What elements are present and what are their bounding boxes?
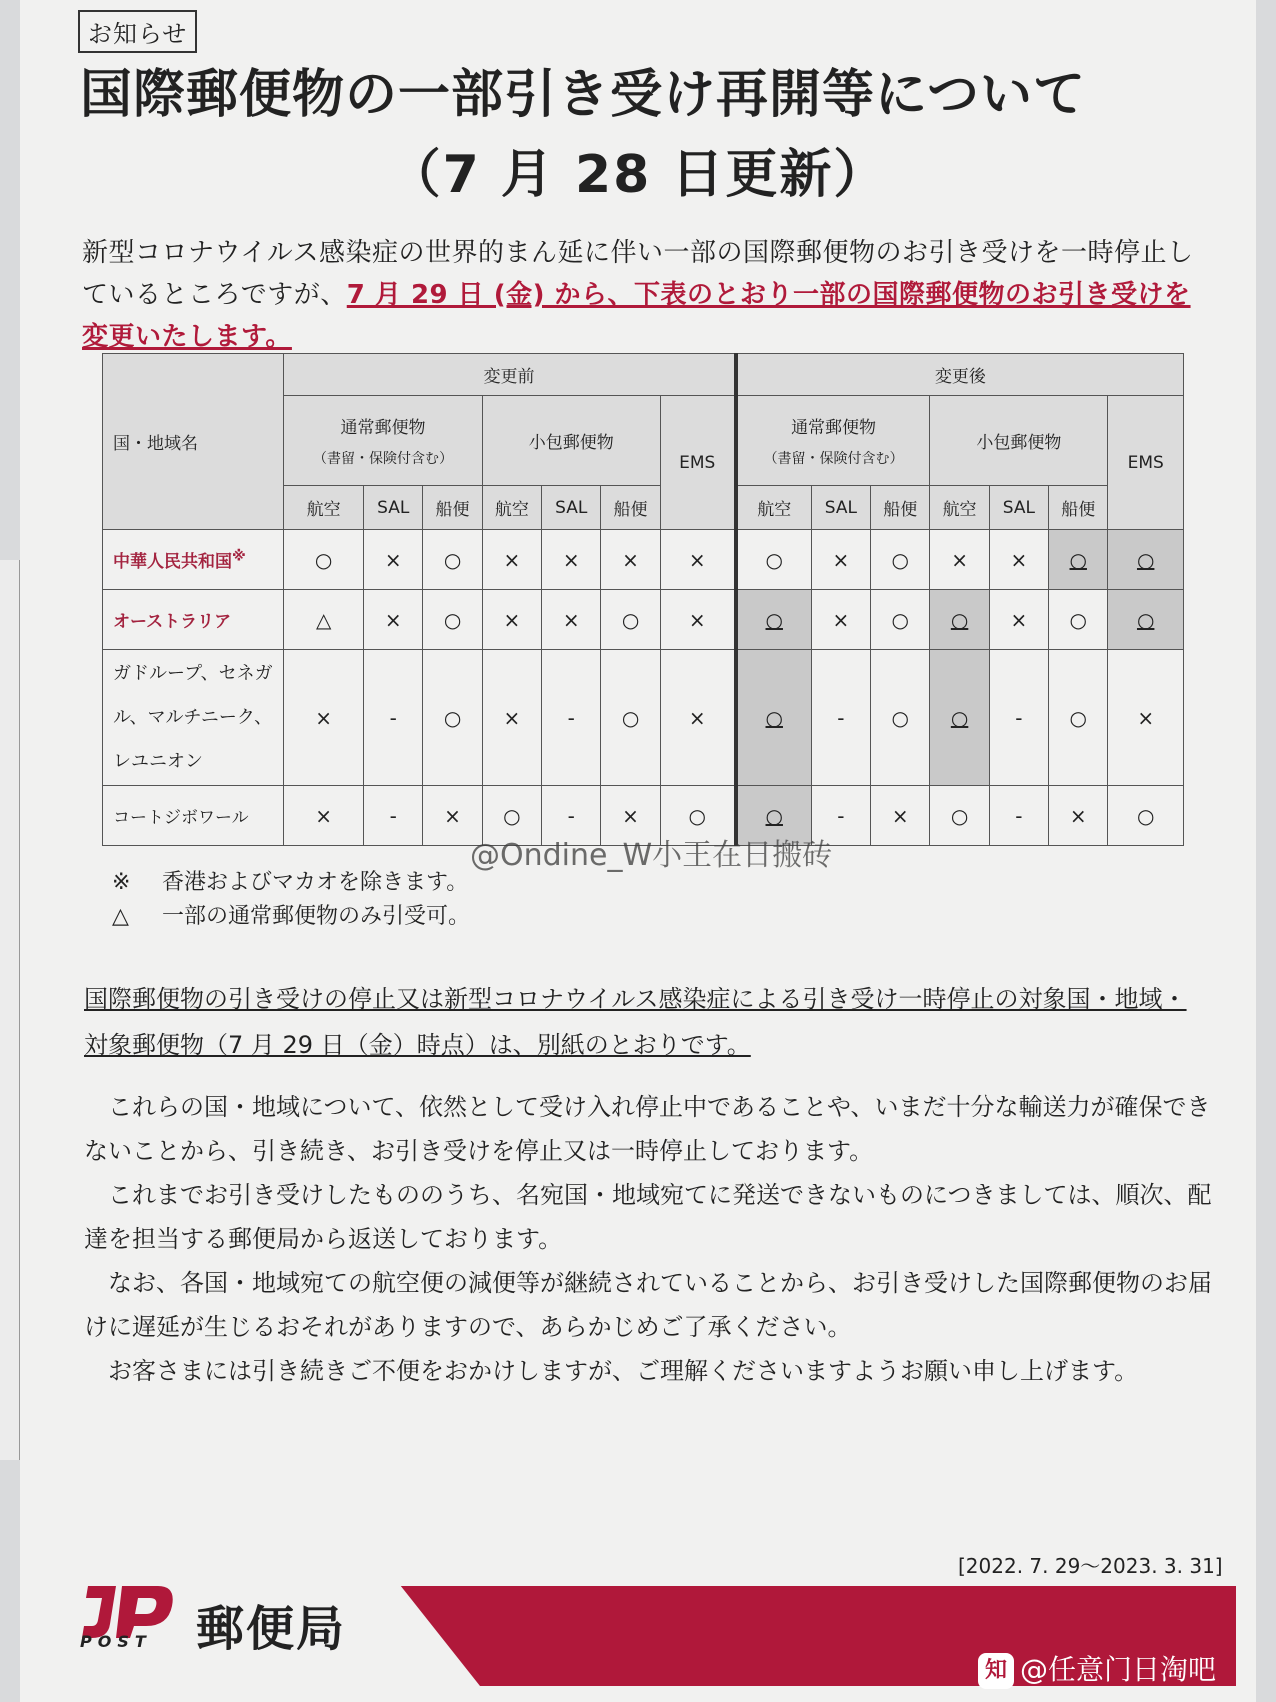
cell-mark: ○ [423, 590, 482, 650]
cell-mark-changed: ○ [1108, 530, 1184, 590]
cell-mark: × [542, 590, 601, 650]
body-paragraph: これらの国・地域について、依然として受け入れ停止中であることや、いまだ十分な輸送力が確保できないことから、引き続き、お引き受けを停止又は一時停止しております。 [84, 1093, 1211, 1165]
cell-mark: ○ [601, 650, 660, 786]
country-name: ガドループ、セネガル、マルチニーク、レユニオン [103, 650, 284, 786]
after-parcel-header: 小包郵便物 [930, 396, 1108, 486]
cell-mark: × [482, 590, 541, 650]
cell-mark: - [811, 786, 870, 846]
reference-paragraph: 国際郵便物の引き受けの停止又は新型コロナウイルス感染症による引き受け一時停止の対象国・地域・対象郵便物（7 月 29 日（金）時点）は、別紙のとおりです。 [84, 985, 1187, 1059]
cell-mark: ○ [660, 786, 736, 846]
sub-air: 航空 [736, 486, 812, 530]
intro-paragraph [82, 232, 1202, 358]
table-row [103, 590, 1184, 650]
intro-highlight: 7 月 29 日 (金) から、下表のとおり一部の国際郵便物のお引き受けを変更いたします。 [82, 280, 1191, 352]
cell-mark-changed: ○ [736, 650, 812, 786]
cell-mark: ○ [423, 650, 482, 786]
cell-mark: × [423, 786, 482, 846]
regular-mail-label: 通常郵便物 [791, 418, 877, 438]
cell-mark: ○ [284, 530, 364, 590]
body-paragraph: これまでお引き受けしたもののうち、名宛国・地域宛てに発送できないものにつきましては、順次、配達を担当する郵便局から返送しております。 [84, 1181, 1212, 1253]
after-header: 変更後 [736, 354, 1184, 396]
cell-mark-changed: ○ [1108, 590, 1184, 650]
cell-mark: ○ [482, 786, 541, 846]
cell-mark: × [601, 530, 660, 590]
sub-air: 航空 [284, 486, 364, 530]
cell-mark: × [660, 650, 736, 786]
cell-mark: ○ [871, 530, 930, 590]
table-row [103, 650, 1184, 786]
cell-mark: × [660, 530, 736, 590]
cell-mark: × [482, 530, 541, 590]
cell-mark: × [364, 590, 423, 650]
cell-mark: × [871, 786, 930, 846]
cell-mark: - [542, 786, 601, 846]
cell-mark: × [989, 590, 1048, 650]
before-ems-header: EMS [660, 396, 736, 530]
before-regular-header [284, 396, 482, 486]
page-subtitle: （7 月 28 日更新） [388, 145, 888, 205]
regular-mail-note: （書留・保険付含む） [763, 451, 904, 467]
page-title: 国際郵便物の一部引き受け再開等について [80, 65, 1086, 125]
note-item: ※ 香港およびマカオを除きます。 [112, 870, 469, 895]
cell-mark-changed: ○ [930, 590, 989, 650]
post-office-name: 郵便局 [196, 1601, 347, 1657]
cell-mark: - [811, 650, 870, 786]
cell-mark: × [284, 650, 364, 786]
country-name: 中華人民共和国※ [103, 530, 284, 590]
validity-date: [2022. 7. 29〜2023. 3. 31] [958, 1554, 1223, 1578]
cell-mark: × [930, 530, 989, 590]
country-header: 国・地域名 [103, 354, 284, 530]
cell-mark: ○ [601, 590, 660, 650]
credit-watermark [978, 1648, 1216, 1689]
cell-mark: × [989, 530, 1048, 590]
cell-mark: × [542, 530, 601, 590]
cell-mark: × [284, 786, 364, 846]
cell-mark: ○ [736, 530, 812, 590]
cell-mark: × [601, 786, 660, 846]
sub-sea: 船便 [601, 486, 660, 530]
after-ems-header: EMS [1108, 396, 1184, 530]
cell-mark-changed: ○ [1049, 530, 1108, 590]
body-paragraph: なお、各国・地域宛ての航空便の減便等が継続されていることから、お引き受けした国際郵便物のお届けに遅延が生じるおそれがありますので、あらかじめご了承ください。 [84, 1269, 1212, 1341]
cell-mark: ○ [1049, 650, 1108, 786]
before-header: 変更前 [284, 354, 736, 396]
body-paragraphs [84, 1085, 1214, 1393]
intro-text: 新型コロナウイルス感染症の世界的まん延に伴い一部の国際郵便物のお引き受けを一時停止しているところですが、 [82, 238, 1194, 310]
sub-sal: SAL [542, 486, 601, 530]
cell-mark: ○ [423, 530, 482, 590]
cell-mark: △ [284, 590, 364, 650]
body-paragraph: お客さまには引き続きご不便をおかけしますが、ご理解くださいますようお願い申し上げます。 [108, 1357, 1139, 1385]
cell-mark-changed: ○ [736, 786, 812, 846]
regular-mail-note: （書留・保険付含む） [312, 451, 453, 467]
sub-sal: SAL [989, 486, 1048, 530]
cell-mark: × [482, 650, 541, 786]
table-notes [112, 866, 470, 934]
sub-air: 航空 [930, 486, 989, 530]
cell-mark: ○ [1108, 786, 1184, 846]
regular-mail-label: 通常郵便物 [340, 418, 426, 438]
country-name: コートジボワール [103, 786, 284, 846]
zhihu-icon: 知 [978, 1653, 1014, 1689]
sub-sea: 船便 [423, 486, 482, 530]
cell-mark: × [811, 590, 870, 650]
cell-mark: × [364, 530, 423, 590]
cell-mark: - [364, 786, 423, 846]
cell-mark: × [1108, 650, 1184, 786]
country-name: オーストラリア [103, 590, 284, 650]
cell-mark: ○ [871, 590, 930, 650]
adjacent-page-edge [0, 560, 20, 1460]
mail-acceptance-table [102, 353, 1184, 846]
cell-mark: - [364, 650, 423, 786]
cell-mark-changed: ○ [736, 590, 812, 650]
after-regular-header [736, 396, 930, 486]
cell-mark: ○ [1049, 590, 1108, 650]
sub-sal: SAL [364, 486, 423, 530]
credit-text: @任意门日淘吧 [1020, 1653, 1217, 1686]
cell-mark: ○ [871, 650, 930, 786]
cell-mark: - [542, 650, 601, 786]
cell-mark: - [989, 650, 1048, 786]
cell-mark: × [660, 590, 736, 650]
cell-mark: ○ [930, 786, 989, 846]
sub-sea: 船便 [871, 486, 930, 530]
cell-mark: × [1049, 786, 1108, 846]
cell-mark-changed: ○ [930, 650, 989, 786]
weibo-watermark: @Ondine_W小王在日搬砖 [470, 838, 833, 873]
notice-tag: お知らせ [78, 10, 197, 53]
note-item: △ 一部の通常郵便物のみ引受可。 [112, 904, 471, 929]
before-parcel-header: 小包郵便物 [482, 396, 660, 486]
sub-air: 航空 [482, 486, 541, 530]
post-label: POST [80, 1632, 152, 1651]
sub-sal: SAL [811, 486, 870, 530]
cell-mark: - [989, 786, 1048, 846]
sub-sea: 船便 [1049, 486, 1108, 530]
cell-mark: × [811, 530, 870, 590]
table-row [103, 530, 1184, 590]
